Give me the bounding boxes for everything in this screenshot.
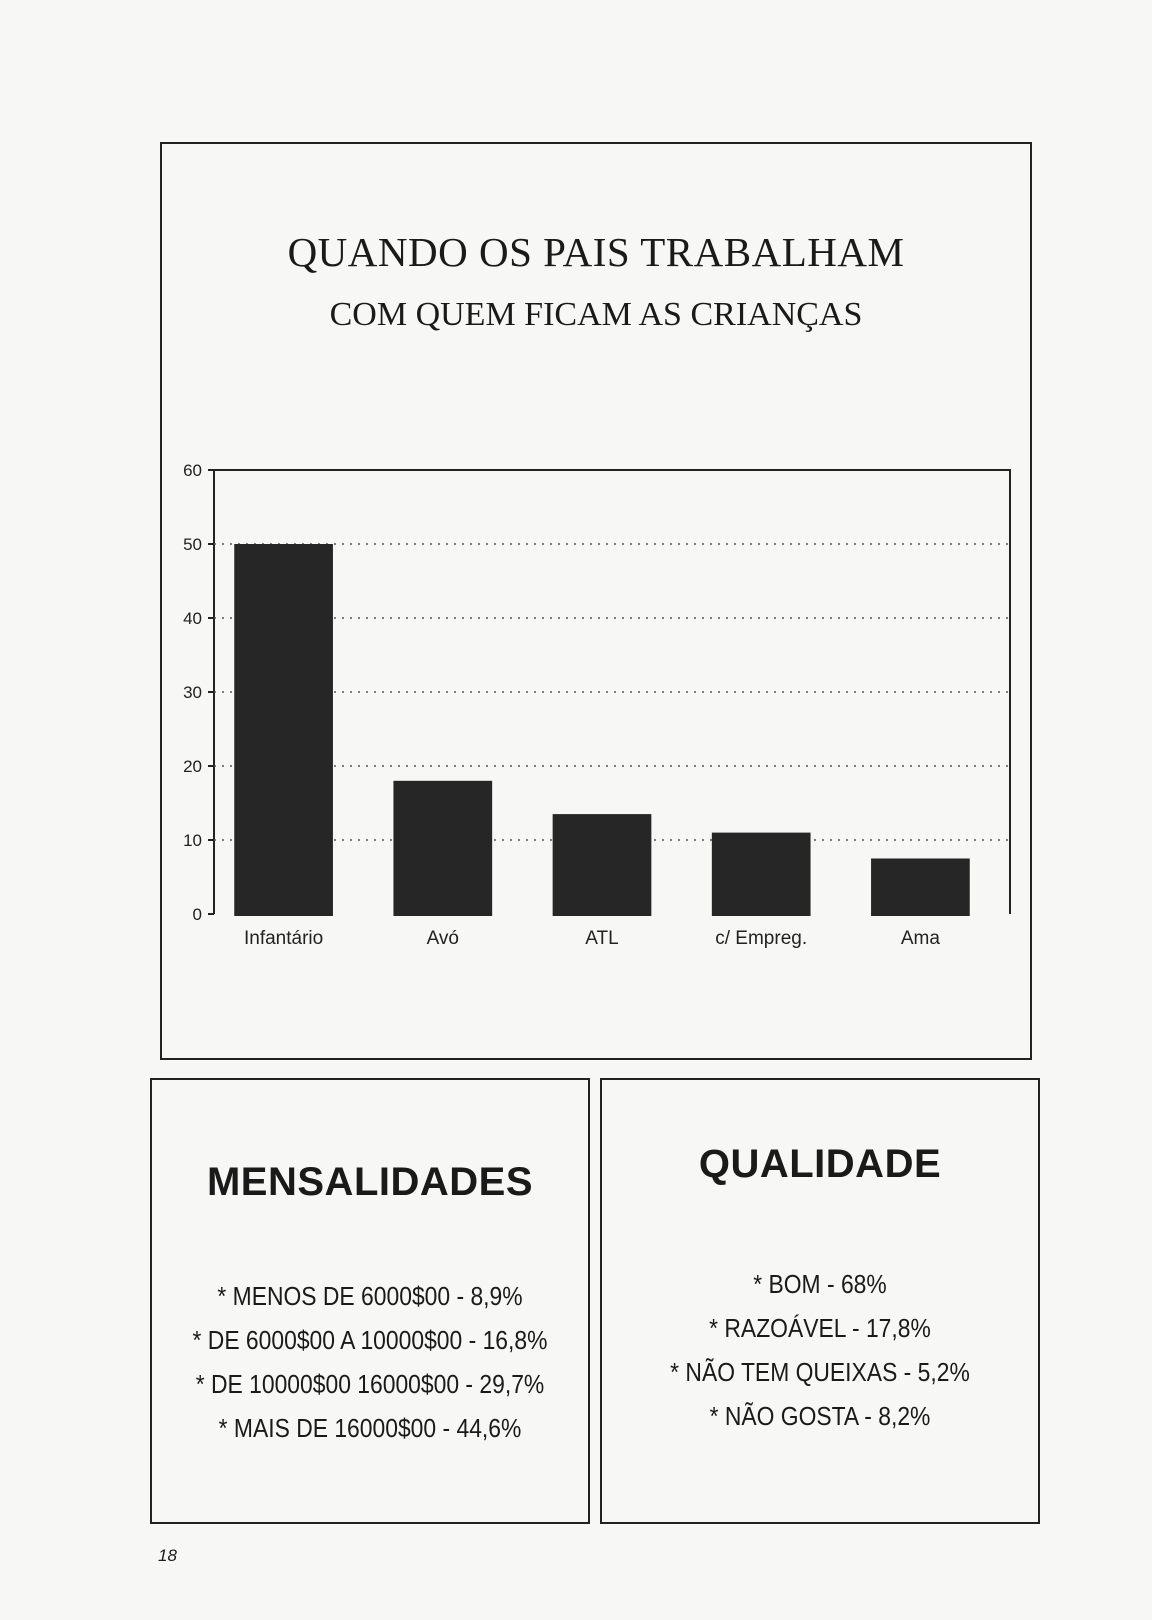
list-item: * MENOS DE 6000$00 - 8,9% (217, 1281, 523, 1311)
y-tick-label: 20 (183, 757, 202, 776)
bar (553, 814, 652, 916)
y-tick-label: 30 (183, 683, 202, 702)
list-item: * NÃO TEM QUEIXAS - 5,2% (670, 1357, 970, 1387)
bar (393, 781, 492, 916)
mensalidades-heading: MENSALIDADES (206, 1160, 534, 1204)
x-tick-label: c/ Empreg. (715, 928, 808, 949)
list-item: * NÃO GOSTA - 8,2% (709, 1401, 931, 1431)
bar (871, 859, 970, 917)
y-tick-label: 60 (183, 461, 202, 480)
list-item: * DE 6000$00 A 10000$00 - 16,8% (192, 1325, 548, 1355)
x-tick-label: Avó (426, 928, 460, 949)
chart-subtitle: COM QUEM FICAM AS CRIANÇAS (329, 296, 863, 333)
y-tick-label: 40 (183, 609, 202, 628)
qualidade-list (602, 1262, 1038, 1438)
qualidade-heading: QUALIDADE (698, 1142, 942, 1186)
mensalidades-panel (150, 1078, 590, 1524)
x-tick-label: Ama (900, 928, 940, 949)
page-number: 18 (158, 1546, 177, 1565)
y-tick-label: 50 (183, 535, 202, 554)
bar (234, 544, 333, 916)
chart-title: QUANDO OS PAIS TRABALHAM (287, 229, 905, 275)
list-item: * RAZOÁVEL - 17,8% (709, 1313, 931, 1343)
x-tick-label: Infantário (243, 928, 324, 949)
list-item: * MAIS DE 16000$00 - 44,6% (218, 1413, 522, 1443)
x-tick-label: ATL (585, 928, 619, 949)
qualidade-panel (600, 1078, 1040, 1524)
y-tick-label: 0 (192, 905, 202, 924)
y-tick-label: 10 (183, 831, 202, 850)
bar-chart (162, 144, 1030, 1058)
list-item: * DE 10000$00 16000$00 - 29,7% (195, 1369, 545, 1399)
bar (712, 833, 811, 916)
mensalidades-list (152, 1274, 588, 1450)
list-item: * BOM - 68% (753, 1269, 887, 1299)
chart-panel (160, 142, 1032, 1060)
